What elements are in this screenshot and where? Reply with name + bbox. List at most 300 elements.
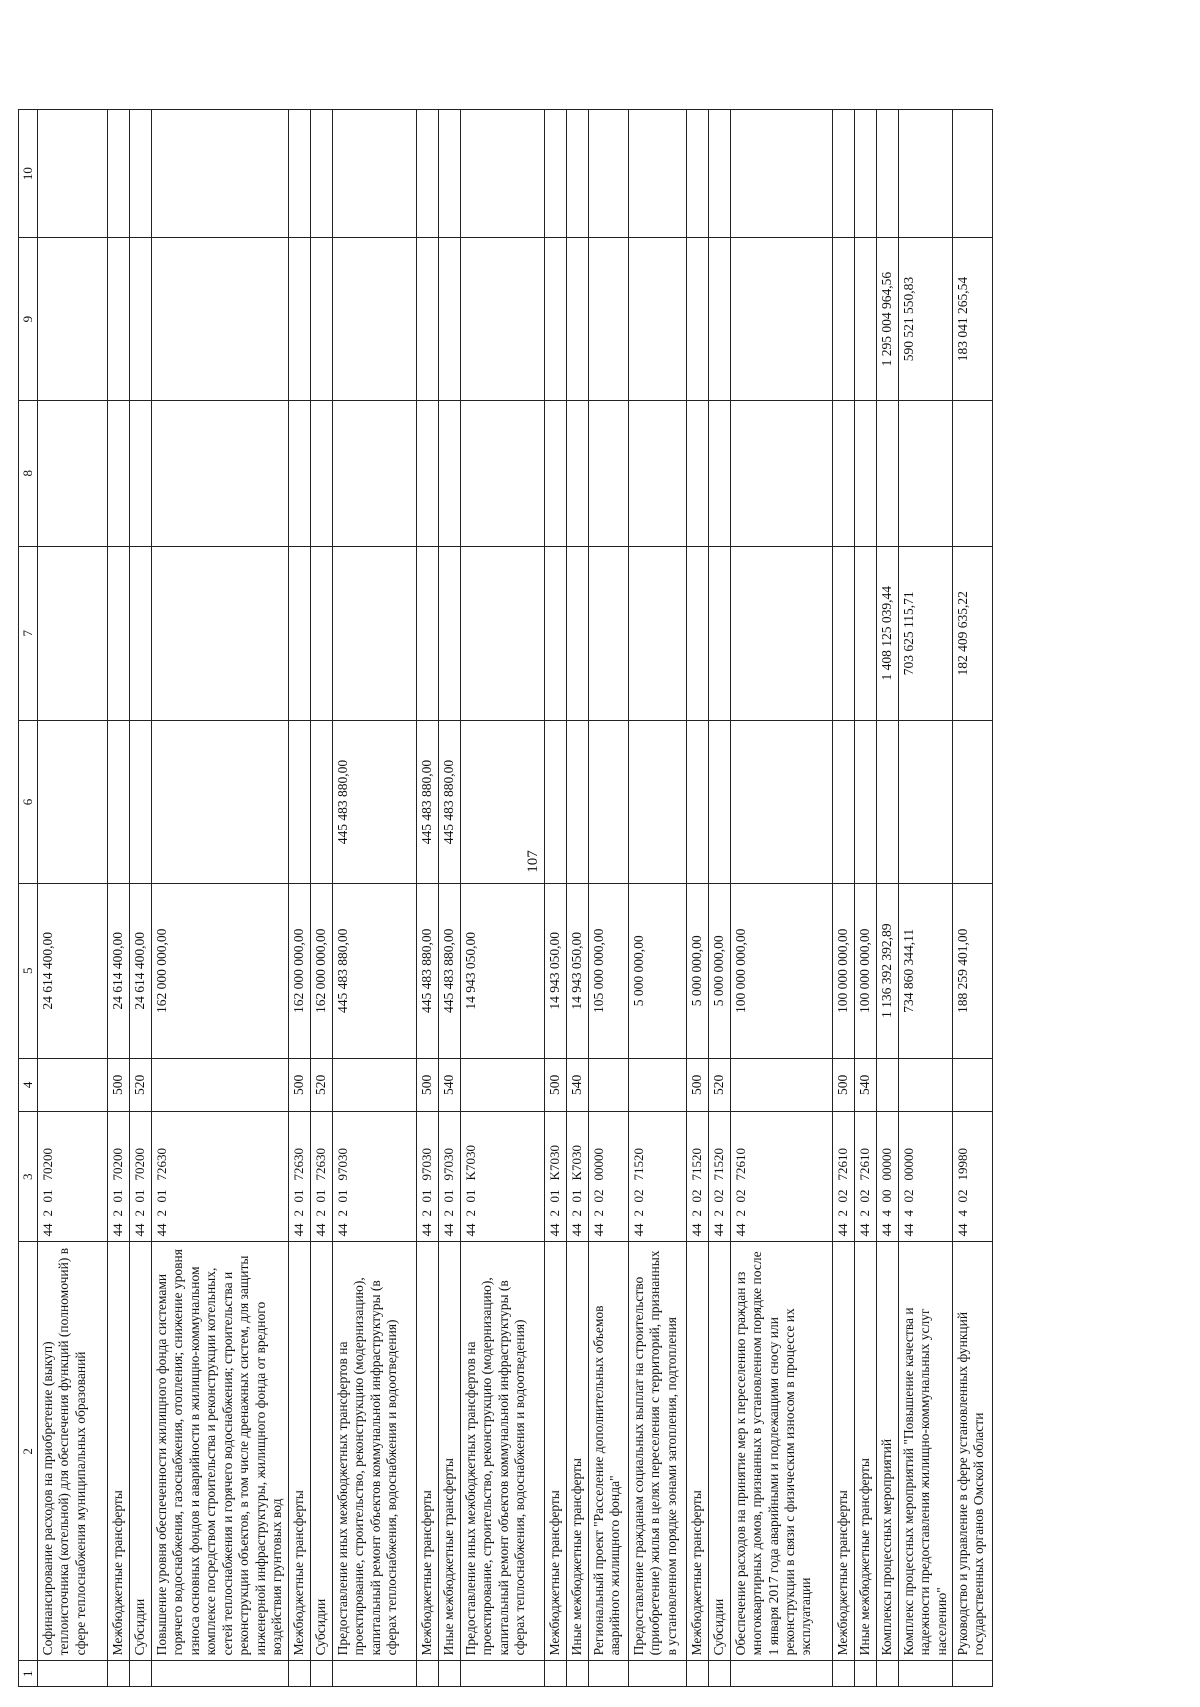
code-part: 01: [418, 1189, 434, 1203]
cell-col-1: [460, 1661, 544, 1687]
cell-col-5: 100 000 000,00: [854, 884, 876, 1059]
code-part: 44: [834, 1223, 850, 1237]
cell-col-9: [37, 238, 107, 401]
cell-col-1: [438, 1661, 460, 1687]
code-part: 72630: [290, 1147, 306, 1181]
cell-name: Обеспечение расходов на принятие мер к переселению граждан из многоквартирных домов, признанных в установленном порядке после 1 января 2017 года аварийными и подлежащими сносу или реконструкции в связи с физическим износом в процессе их эксплуатации: [730, 1242, 832, 1661]
cell-expense-type: 500: [832, 1058, 854, 1112]
code-part: 97030: [440, 1147, 456, 1181]
cell-name: Предоставление иных межбюджетных трансфертов на проектирование, строительство, реконструкцию (модернизацию), капитальный ремонт объектов коммунальной инфраструктуры (в сферах теплоснабжения, водоснабжения и водоотведения): [460, 1242, 544, 1661]
cell-col-7: [151, 546, 288, 721]
code-part: 2: [834, 1209, 850, 1217]
code-part: 44: [131, 1223, 147, 1237]
cell-col-7: [310, 546, 332, 721]
code-part: 44: [334, 1223, 350, 1237]
code-part: K7030: [546, 1145, 562, 1181]
cell-expense-type: [151, 1058, 288, 1112]
cell-col-6: [898, 721, 952, 884]
table-row: [628, 110, 686, 1687]
cell-col-9: [854, 238, 876, 401]
cell-code: [708, 1112, 730, 1242]
table-row: [460, 110, 544, 1687]
code-part: 01: [153, 1189, 169, 1203]
code-part: 44: [39, 1223, 55, 1237]
cell-col-1: [310, 1661, 332, 1687]
table-row: [544, 110, 566, 1687]
cell-col-5: 1 136 392 392,89: [876, 884, 898, 1059]
cell-col-9: 590 521 550,83: [898, 238, 952, 401]
code-part: 01: [131, 1189, 147, 1203]
cell-col-10: [898, 110, 952, 238]
cell-col-6: [460, 721, 544, 884]
cell-col-7: [129, 546, 151, 721]
code-part: 2: [418, 1209, 434, 1217]
cell-code: [544, 1112, 566, 1242]
code-part: 97030: [418, 1147, 434, 1181]
cell-col-5: 105 000 000,00: [588, 884, 628, 1059]
code-part: 44: [688, 1223, 704, 1237]
cell-col-5: 188 259 401,00: [953, 884, 993, 1059]
code-part: 2: [546, 1209, 562, 1217]
table-row: [566, 110, 588, 1687]
cell-col-7: [288, 546, 310, 721]
code-part: 44: [878, 1223, 894, 1237]
cell-expense-type: [332, 1058, 416, 1112]
cell-name: Комплексы процессных мероприятий: [876, 1242, 898, 1661]
cell-col-8: [832, 401, 854, 546]
code-part: 72630: [312, 1147, 328, 1181]
cell-col-1: [730, 1661, 832, 1687]
cell-col-7: [708, 546, 730, 721]
cell-code: [438, 1112, 460, 1242]
header-col-3: 3: [19, 1112, 38, 1242]
code-part: 97030: [334, 1147, 350, 1181]
cell-col-7: [416, 546, 438, 721]
code-part: 02: [710, 1189, 726, 1203]
table-row: [129, 110, 151, 1687]
cell-col-7: [438, 546, 460, 721]
table-row: [416, 110, 438, 1687]
cell-col-9: [460, 238, 544, 401]
cell-name: Субсидии: [310, 1242, 332, 1661]
cell-col-9: [544, 238, 566, 401]
cell-col-7: [332, 546, 416, 721]
cell-col-10: [310, 110, 332, 238]
code-part: 00000: [590, 1147, 606, 1181]
code-part: 02: [900, 1189, 916, 1203]
code-part: 2: [290, 1209, 306, 1217]
cell-name: Субсидии: [129, 1242, 151, 1661]
cell-col-9: [310, 238, 332, 401]
code-part: 01: [334, 1189, 350, 1203]
code-part: 72610: [732, 1147, 748, 1181]
header-col-5: 5: [19, 884, 38, 1059]
table-row: [708, 110, 730, 1687]
cell-col-10: [37, 110, 107, 238]
code-part: 00: [878, 1189, 894, 1203]
code-part: 2: [440, 1209, 456, 1217]
cell-col-8: [544, 401, 566, 546]
cell-expense-type: 520: [310, 1058, 332, 1112]
cell-col-9: [332, 238, 416, 401]
cell-col-10: [332, 110, 416, 238]
cell-col-5: 162 000 000,00: [288, 884, 310, 1059]
cell-col-7: [730, 546, 832, 721]
cell-col-9: 1 295 004 964,56: [876, 238, 898, 401]
code-part: 4: [900, 1209, 916, 1217]
cell-col-8: [288, 401, 310, 546]
cell-col-6: [566, 721, 588, 884]
cell-expense-type: 540: [854, 1058, 876, 1112]
code-part: 44: [568, 1223, 584, 1237]
code-part: 01: [546, 1189, 562, 1203]
cell-name: Межбюджетные трансферты: [686, 1242, 708, 1661]
cell-col-5: 24 614 400,00: [37, 884, 107, 1059]
cell-col-10: [544, 110, 566, 238]
header-row: [19, 110, 38, 1687]
cell-col-8: [730, 401, 832, 546]
cell-col-5: 5 000 000,00: [628, 884, 686, 1059]
code-part: 2: [312, 1209, 328, 1217]
cell-name: Межбюджетные трансферты: [416, 1242, 438, 1661]
code-part: 2: [109, 1209, 125, 1217]
code-part: 44: [462, 1223, 478, 1237]
cell-expense-type: 500: [416, 1058, 438, 1112]
cell-name: Иные межбюджетные трансферты: [566, 1242, 588, 1661]
cell-col-10: [129, 110, 151, 238]
cell-col-5: 162 000 000,00: [310, 884, 332, 1059]
budget-table: [18, 109, 993, 1687]
cell-code: [832, 1112, 854, 1242]
cell-col-10: [416, 110, 438, 238]
cell-col-5: 24 614 400,00: [107, 884, 129, 1059]
table-row: [310, 110, 332, 1687]
cell-expense-type: 500: [107, 1058, 129, 1112]
table-row: [953, 110, 993, 1687]
cell-code: [953, 1112, 993, 1242]
cell-col-7: [628, 546, 686, 721]
header-col-4: 4: [19, 1058, 38, 1112]
cell-col-1: [544, 1661, 566, 1687]
cell-col-5: 162 000 000,00: [151, 884, 288, 1059]
cell-col-8: [129, 401, 151, 546]
cell-col-9: [438, 238, 460, 401]
cell-col-1: [686, 1661, 708, 1687]
code-part: 44: [312, 1223, 328, 1237]
code-part: 2: [462, 1209, 478, 1217]
cell-col-6: [107, 721, 129, 884]
code-part: 72610: [856, 1147, 872, 1181]
header-col-6: 6: [19, 721, 38, 884]
cell-code: [686, 1112, 708, 1242]
table-row: [332, 110, 416, 1687]
cell-col-7: 1 408 125 039,44: [876, 546, 898, 721]
cell-col-1: [107, 1661, 129, 1687]
code-part: 72630: [153, 1147, 169, 1181]
cell-col-8: [686, 401, 708, 546]
cell-col-5: 24 614 400,00: [129, 884, 151, 1059]
code-part: 44: [546, 1223, 562, 1237]
cell-col-6: [686, 721, 708, 884]
cell-col-7: 703 625 115,71: [898, 546, 952, 721]
cell-expense-type: 500: [544, 1058, 566, 1112]
cell-col-6: [288, 721, 310, 884]
cell-col-9: [151, 238, 288, 401]
cell-name: Предоставление гражданам социальных выплат на строительство (приобретение) жилья в целях переселения с территорий, признанных в установленном порядке зонами затопления, подтопления: [628, 1242, 686, 1661]
cell-col-6: [708, 721, 730, 884]
code-part: 2: [710, 1209, 726, 1217]
cell-code: [854, 1112, 876, 1242]
cell-expense-type: [588, 1058, 628, 1112]
code-part: 02: [732, 1189, 748, 1203]
cell-col-5: 734 860 344,11: [898, 884, 952, 1059]
cell-col-7: [854, 546, 876, 721]
cell-name: Иные межбюджетные трансферты: [438, 1242, 460, 1661]
code-part: 44: [290, 1223, 306, 1237]
table-row: [730, 110, 832, 1687]
cell-expense-type: [876, 1058, 898, 1112]
cell-col-8: [416, 401, 438, 546]
code-part: 4: [955, 1209, 971, 1217]
cell-col-6: 445 483 880,00: [416, 721, 438, 884]
code-part: K7030: [462, 1145, 478, 1181]
cell-col-5: 445 483 880,00: [332, 884, 416, 1059]
cell-col-9: [566, 238, 588, 401]
cell-col-8: [107, 401, 129, 546]
cell-col-1: [876, 1661, 898, 1687]
code-part: 44: [418, 1223, 434, 1237]
cell-expense-type: 500: [288, 1058, 310, 1112]
cell-col-7: [544, 546, 566, 721]
cell-col-6: [151, 721, 288, 884]
code-part: K7030: [568, 1145, 584, 1181]
cell-col-10: [730, 110, 832, 238]
cell-expense-type: 500: [686, 1058, 708, 1112]
cell-name: Софинансирование расходов на приобретение (выкуп) теплоисточника (котельной) для обеспечения функций (полномочий) в сфере теплоснабжения муниципальных образований: [37, 1242, 107, 1661]
cell-col-5: 14 943 050,00: [566, 884, 588, 1059]
cell-col-1: [628, 1661, 686, 1687]
cell-col-5: 14 943 050,00: [460, 884, 544, 1059]
cell-col-5: 5 000 000,00: [708, 884, 730, 1059]
table-row: [898, 110, 952, 1687]
cell-col-1: [953, 1661, 993, 1687]
cell-col-10: [566, 110, 588, 238]
cell-col-6: 445 483 880,00: [438, 721, 460, 884]
cell-col-8: [876, 401, 898, 546]
code-part: 70200: [131, 1147, 147, 1181]
cell-col-6: [544, 721, 566, 884]
cell-col-6: [37, 721, 107, 884]
code-part: 44: [590, 1223, 606, 1237]
cell-expense-type: 540: [566, 1058, 588, 1112]
rotated-page: [0, 97, 1110, 1707]
code-part: 44: [440, 1223, 456, 1237]
cell-col-5: 14 943 050,00: [544, 884, 566, 1059]
cell-expense-type: [730, 1058, 832, 1112]
cell-col-6: [953, 721, 993, 884]
code-part: 01: [39, 1189, 55, 1203]
cell-name: Межбюджетные трансферты: [832, 1242, 854, 1661]
cell-col-6: [854, 721, 876, 884]
table-row: [832, 110, 854, 1687]
cell-col-7: [460, 546, 544, 721]
cell-code: [588, 1112, 628, 1242]
cell-col-10: [438, 110, 460, 238]
cell-col-9: [628, 238, 686, 401]
cell-col-10: [832, 110, 854, 238]
code-part: 00000: [878, 1147, 894, 1181]
code-part: 01: [109, 1189, 125, 1203]
cell-col-10: [588, 110, 628, 238]
cell-col-7: [832, 546, 854, 721]
code-part: 01: [462, 1189, 478, 1203]
code-part: 02: [834, 1189, 850, 1203]
code-part: 00000: [900, 1147, 916, 1181]
code-part: 2: [732, 1209, 748, 1217]
cell-col-8: [151, 401, 288, 546]
code-part: 2: [630, 1209, 646, 1217]
code-part: 71520: [688, 1147, 704, 1181]
code-part: 02: [590, 1189, 606, 1203]
table-row: [151, 110, 288, 1687]
cell-col-1: [832, 1661, 854, 1687]
cell-col-5: 445 483 880,00: [438, 884, 460, 1059]
cell-col-6: [628, 721, 686, 884]
code-part: 4: [878, 1209, 894, 1217]
cell-col-10: [151, 110, 288, 238]
cell-col-8: [460, 401, 544, 546]
cell-col-6: [129, 721, 151, 884]
code-part: 72610: [834, 1147, 850, 1181]
cell-name: Предоставление иных межбюджетных трансфертов на проектирование, строительство, реконструкцию (модернизацию), капитальный ремонт объектов коммунальной инфраструктуры (в сферах теплоснабжения, водоснабжения и водоотведения): [332, 1242, 416, 1661]
cell-col-5: 5 000 000,00: [686, 884, 708, 1059]
cell-col-10: [686, 110, 708, 238]
cell-name: Руководство и управление в сфере установленных функций государственных органов Омской области: [953, 1242, 993, 1661]
code-part: 44: [630, 1223, 646, 1237]
cell-col-8: [566, 401, 588, 546]
cell-col-7: [107, 546, 129, 721]
cell-name: Межбюджетные трансферты: [544, 1242, 566, 1661]
cell-name: Комплекс процессных мероприятий "Повышение качества и надежности предоставления жилищно-коммунальных услуг населению": [898, 1242, 952, 1661]
cell-code: [37, 1112, 107, 1242]
cell-expense-type: [953, 1058, 993, 1112]
cell-col-1: [288, 1661, 310, 1687]
code-part: 2: [131, 1209, 147, 1217]
cell-expense-type: [628, 1058, 686, 1112]
cell-expense-type: [898, 1058, 952, 1112]
code-part: 2: [334, 1209, 350, 1217]
cell-col-9: [129, 238, 151, 401]
cell-col-9: [416, 238, 438, 401]
cell-col-10: [107, 110, 129, 238]
cell-col-8: [628, 401, 686, 546]
cell-col-5: 445 483 880,00: [416, 884, 438, 1059]
cell-col-5: 100 000 000,00: [730, 884, 832, 1059]
code-part: 01: [568, 1189, 584, 1203]
cell-col-10: [953, 110, 993, 238]
cell-col-1: [898, 1661, 952, 1687]
cell-col-10: [708, 110, 730, 238]
code-part: 71520: [710, 1147, 726, 1181]
code-part: 70200: [39, 1147, 55, 1181]
cell-col-1: [151, 1661, 288, 1687]
cell-col-8: [953, 401, 993, 546]
cell-expense-type: 520: [708, 1058, 730, 1112]
code-part: 44: [153, 1223, 169, 1237]
table-row: [438, 110, 460, 1687]
cell-col-7: [686, 546, 708, 721]
cell-col-7: [588, 546, 628, 721]
cell-col-10: [460, 110, 544, 238]
header-col-2: 2: [19, 1242, 38, 1661]
cell-col-9: [107, 238, 129, 401]
cell-col-8: [332, 401, 416, 546]
cell-code: [129, 1112, 151, 1242]
code-part: 02: [856, 1189, 872, 1203]
code-part: 02: [955, 1189, 971, 1203]
code-part: 70200: [109, 1147, 125, 1181]
code-part: 2: [153, 1209, 169, 1217]
cell-name: Иные межбюджетные трансферты: [854, 1242, 876, 1661]
header-col-9: 9: [19, 238, 38, 401]
cell-col-1: [416, 1661, 438, 1687]
cell-code: [288, 1112, 310, 1242]
cell-col-6: [876, 721, 898, 884]
code-part: 02: [688, 1189, 704, 1203]
cell-code: [460, 1112, 544, 1242]
cell-col-9: [588, 238, 628, 401]
code-part: 44: [900, 1223, 916, 1237]
cell-code: [628, 1112, 686, 1242]
cell-col-6: [588, 721, 628, 884]
cell-expense-type: [37, 1058, 107, 1112]
cell-col-8: [854, 401, 876, 546]
cell-col-6: 445 483 880,00: [332, 721, 416, 884]
table-row: [854, 110, 876, 1687]
cell-expense-type: 520: [129, 1058, 151, 1112]
cell-col-8: [588, 401, 628, 546]
code-part: 2: [688, 1209, 704, 1217]
cell-col-10: [854, 110, 876, 238]
cell-col-1: [129, 1661, 151, 1687]
cell-code: [730, 1112, 832, 1242]
code-part: 2: [856, 1209, 872, 1217]
code-part: 44: [955, 1223, 971, 1237]
cell-code: [151, 1112, 288, 1242]
cell-col-1: [854, 1661, 876, 1687]
cell-col-5: 100 000 000,00: [832, 884, 854, 1059]
cell-expense-type: 540: [438, 1058, 460, 1112]
code-part: 2: [39, 1209, 55, 1217]
code-part: 01: [290, 1189, 306, 1203]
cell-col-1: [37, 1661, 107, 1687]
cell-col-8: [310, 401, 332, 546]
cell-code: [416, 1112, 438, 1242]
cell-name: Межбюджетные трансферты: [288, 1242, 310, 1661]
code-part: 44: [109, 1223, 125, 1237]
cell-col-7: 182 409 635,22: [953, 546, 993, 721]
cell-code: [876, 1112, 898, 1242]
cell-col-10: [288, 110, 310, 238]
cell-col-10: [876, 110, 898, 238]
cell-col-8: [708, 401, 730, 546]
cell-col-6: [730, 721, 832, 884]
cell-col-7: [37, 546, 107, 721]
cell-name: Межбюджетные трансферты: [107, 1242, 129, 1661]
table-row: [876, 110, 898, 1687]
cell-expense-type: [460, 1058, 544, 1112]
code-part: 2: [568, 1209, 584, 1217]
